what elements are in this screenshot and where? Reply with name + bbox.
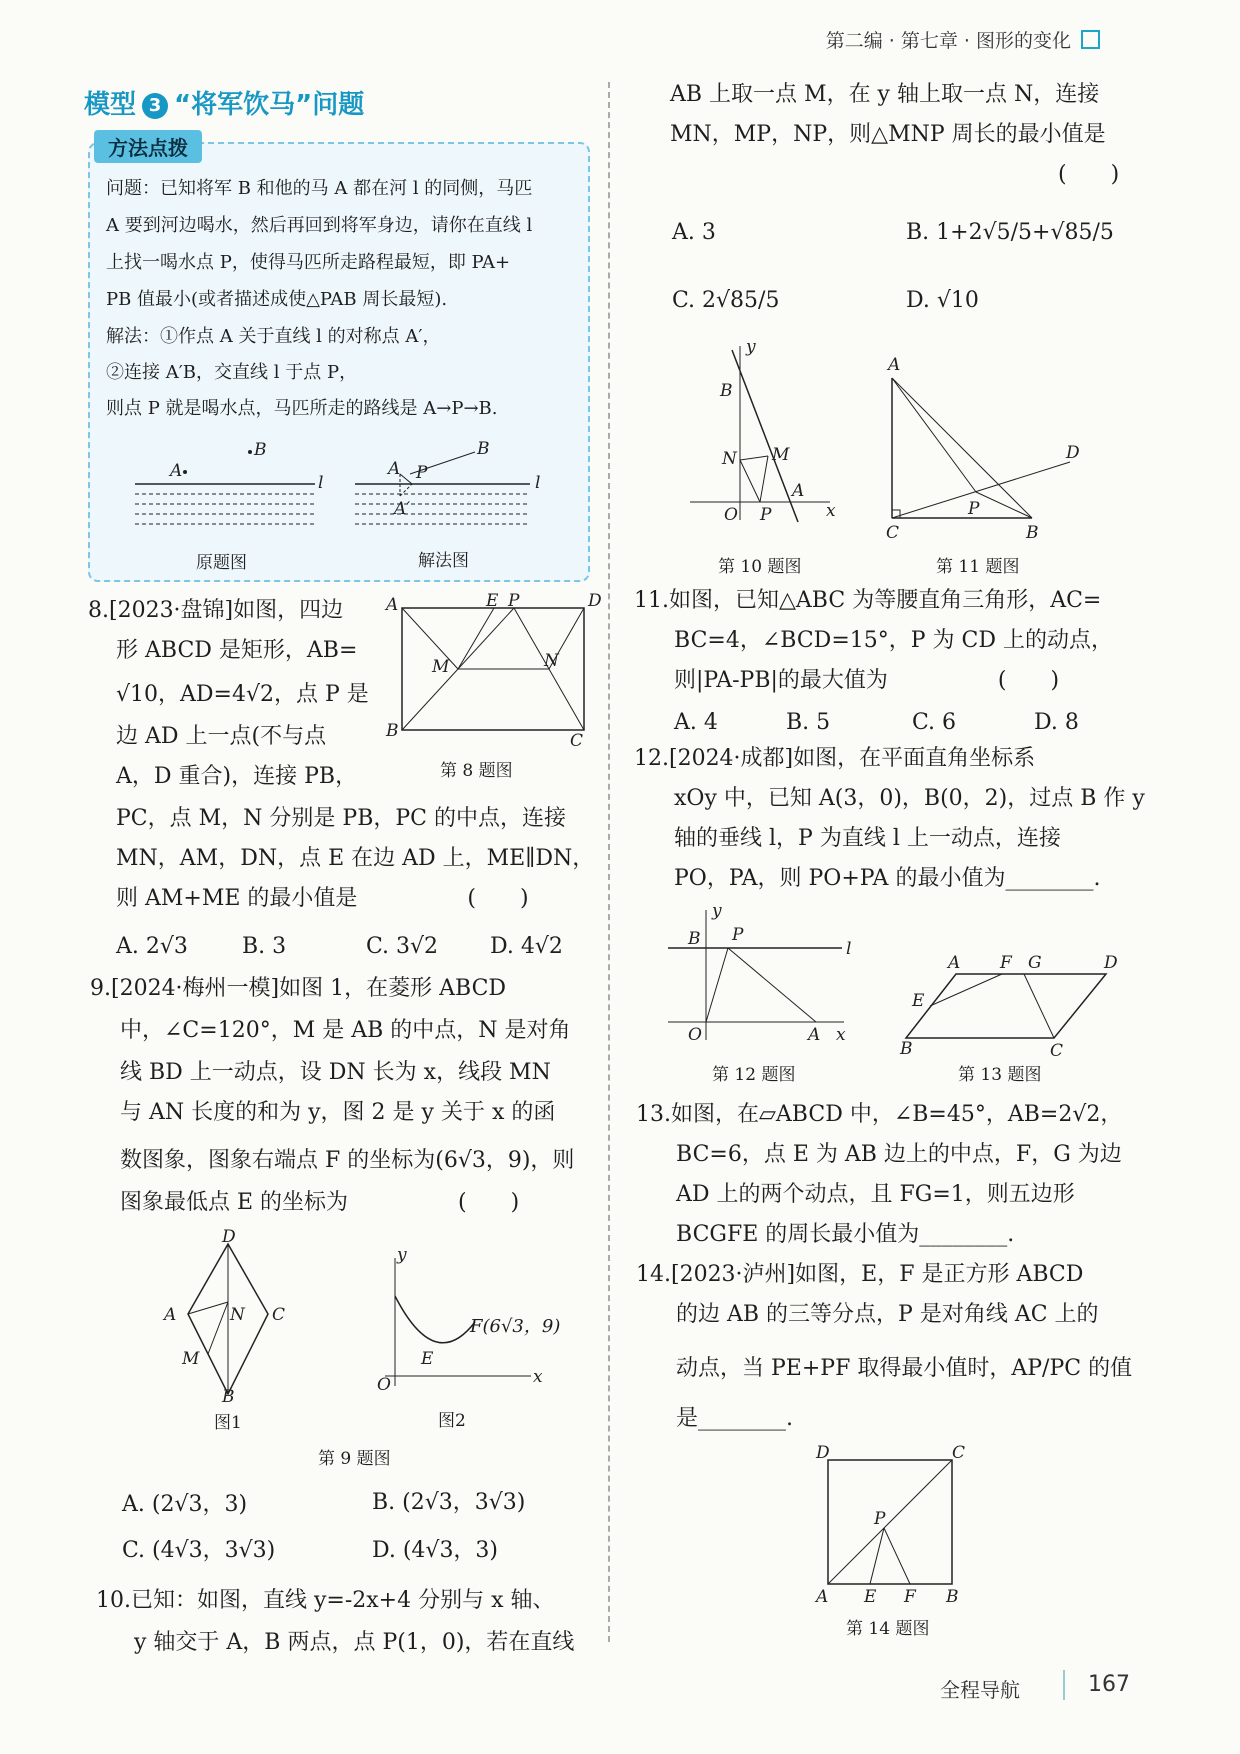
svg-text:D: D (1104, 953, 1118, 973)
q13-line: AD 上的两个动点，且 FG=1，则五边形 (676, 1182, 1075, 1207)
svg-text:x: x (826, 501, 836, 521)
method-line: PB 值最小(或者描述成使△PAB 周长最短). (106, 289, 448, 310)
q13-caption: 第 13 题图 (958, 1065, 1042, 1085)
svg-text:D: D (816, 1443, 830, 1463)
svg-text:C: C (886, 523, 900, 543)
svg-text:E: E (486, 591, 499, 611)
svg-text:C: C (272, 1305, 286, 1325)
svg-text:E: E (912, 991, 925, 1011)
q12-figure (668, 901, 868, 1054)
q10-option-b: B. 1+2√5/5+√85/5 (906, 220, 1114, 245)
q10-caption: 第 10 题图 (718, 557, 802, 577)
svg-text:D: D (222, 1227, 236, 1247)
svg-text:B: B (688, 929, 701, 949)
svg-text:A: A (888, 355, 901, 375)
svg-text:N: N (230, 1305, 245, 1325)
svg-text:B: B (900, 1039, 913, 1059)
svg-text:A: A (948, 953, 961, 973)
svg-text:O: O (377, 1375, 391, 1395)
q13-line: BC=6，点 E 为 AB 边上的中点，F，G 为边 (676, 1142, 1122, 1167)
original-figure (135, 440, 323, 524)
q11-line: 则|PA-PB|的最大值为 ( ) (674, 668, 1060, 693)
svg-text:F: F (1000, 953, 1012, 973)
svg-text:x: x (836, 1025, 846, 1045)
q9-option-d: D. (4√3，3) (372, 1538, 499, 1563)
q9-line: 9.[2024·梅州一模]如图 1，在菱形 ABCD (90, 976, 507, 1001)
q11-option-a: A. 4 (674, 710, 718, 735)
q10-line: AB 上取一点 M，在 y 轴上取一点 N，连接 (670, 82, 1100, 107)
q10-line: 10.已知：如图，直线 y=-2x+4 分别与 x 轴、 (96, 1588, 555, 1613)
svg-text:B: B (386, 721, 399, 741)
svg-text:P: P (760, 505, 772, 525)
q9-figure-1 (160, 1227, 300, 1407)
svg-text:A: A (386, 595, 399, 615)
method-tag: 方法点拨 (94, 130, 202, 163)
page-number: 167 (1088, 1672, 1130, 1697)
q10-option-d: D. √10 (906, 288, 979, 313)
svg-text:A: A (816, 1587, 829, 1607)
q9-fig2-label: 图2 (438, 1411, 466, 1431)
q9-line: 数图象，图象右端点 F 的坐标为(6√3，9)，则 (120, 1148, 575, 1173)
q9-line: 线 BD 上一动点，设 DN 长为 x，线段 MN (120, 1060, 551, 1085)
method-line: 问题：已知将军 B 和他的马 A 都在河 l 的同侧，马匹 (106, 178, 533, 199)
svg-text:M: M (432, 657, 450, 677)
svg-text:y: y (712, 901, 722, 921)
svg-text:C: C (570, 731, 584, 751)
q10-line: y 轴交于 A，B 两点，点 P(1，0)，若在直线 (134, 1630, 575, 1655)
method-line: 则点 P 就是喝水点，马匹所走的路线是 A→P→B. (106, 398, 498, 419)
q11-caption: 第 11 题图 (936, 557, 1020, 577)
point-f-label: F(6√3，9) (470, 1316, 561, 1337)
svg-text:B: B (1026, 523, 1039, 543)
q9-option-a: A. (2√3，3) (122, 1492, 248, 1517)
svg-text:B: B (254, 440, 267, 460)
q9-line: 图象最低点 E 的坐标为 ( ) (120, 1190, 520, 1215)
footer-text: 全程导航 (940, 1678, 1020, 1702)
q8-option-c: C. 3√2 (366, 934, 439, 959)
q12-line: xOy 中，已知 A(3，0)，B(0，2)，过点 B 作 y (674, 786, 1145, 811)
svg-text:O: O (688, 1025, 702, 1045)
q9-caption: 第 9 题图 (318, 1449, 391, 1469)
solution-figure (355, 439, 540, 524)
svg-text:B: B (222, 1387, 235, 1407)
q14-line: 动点，当 PE+PF 取得最小值时，AP/PC 的值 (676, 1356, 1133, 1381)
q13-line: BCGFE 的周长最小值为________. (676, 1222, 1015, 1247)
q9-option-c: C. (4√3，3√3) (122, 1538, 276, 1563)
svg-text:A: A (792, 481, 805, 501)
q12-caption: 第 12 题图 (712, 1065, 796, 1085)
svg-text:P: P (732, 925, 744, 945)
q8-line: 边 AD 上一点(不与点 (116, 724, 327, 749)
svg-text:O: O (724, 505, 738, 525)
q11-option-d: D. 8 (1034, 710, 1079, 735)
svg-text:A: A (808, 1025, 821, 1045)
svg-text:A: A (170, 461, 183, 481)
svg-text:M: M (182, 1349, 200, 1369)
svg-text:x: x (533, 1367, 543, 1387)
section-title: 模型 3 “将军饮马”问题 (84, 90, 365, 120)
svg-text:y: y (746, 337, 756, 357)
q11-figure (880, 352, 1090, 542)
svg-text:D: D (588, 591, 602, 611)
svg-text:N: N (544, 651, 559, 671)
svg-text:M: M (772, 445, 790, 465)
q12-line: 12.[2024·成都]如图，在平面直角坐标系 (634, 746, 1036, 771)
q8-line: A，D 重合)，连接 PB， (116, 764, 358, 789)
q9-line: 中，∠C=120°，M 是 AB 的中点，N 是对角 (120, 1018, 571, 1043)
figure-caption: 解法图 (418, 551, 469, 571)
svg-text:P: P (416, 463, 428, 483)
q10-option-a: A. 3 (672, 220, 716, 245)
q8-line: PC，点 M，N 分别是 PB，PC 的中点，连接 (116, 806, 566, 831)
q11-line: 11.如图，已知△ABC 为等腰直角三角形，AC= (634, 588, 1102, 613)
q9-option-b: B. (2√3，3√3) (372, 1490, 526, 1515)
q10-line: MN，MP，NP，则△MNP 周长的最小值是 (670, 122, 1106, 147)
svg-text:C: C (952, 1443, 966, 1463)
q14-line: 是________. (676, 1406, 793, 1431)
svg-text:B: B (477, 439, 490, 459)
q10-figure (680, 337, 850, 530)
svg-text:l: l (535, 473, 541, 493)
q10-option-c: C. 2√85/5 (672, 288, 780, 313)
q11-option-c: C. 6 (912, 710, 957, 735)
q8-line: 形 ABCD 是矩形，AB= (116, 638, 358, 663)
q13-line: 13.如图，在▱ABCD 中，∠B=45°，AB=2√2， (636, 1102, 1123, 1127)
svg-text:N: N (722, 449, 737, 469)
q12-line: 轴的垂线 l，P 为直线 l 上一动点，连接 (674, 826, 1061, 851)
method-line: 上找一喝水点 P，使得马匹所走路程最短，即 PA+ (106, 252, 511, 273)
q8-line: 则 AM+ME 的最小值是 ( ) (116, 886, 529, 911)
q8-option-b: B. 3 (242, 934, 287, 959)
checkbox-icon (1081, 30, 1100, 49)
q14-figure (812, 1443, 992, 1616)
column-divider (608, 82, 610, 1642)
q9-line: 与 AN 长度的和为 y，图 2 是 y 关于 x 的函 (120, 1100, 556, 1125)
q10-line: ( ) (1058, 162, 1120, 187)
svg-text:A: A (164, 1305, 177, 1325)
q11-option-b: B. 5 (786, 710, 831, 735)
svg-text:E: E (864, 1587, 877, 1607)
svg-text:B: B (720, 381, 733, 401)
q11-line: BC=4，∠BCD=15°，P 为 CD 上的动点， (674, 628, 1114, 653)
q8-option-a: A. 2√3 (116, 934, 188, 959)
svg-text:C: C (1050, 1041, 1064, 1061)
running-header: 第二编 · 第七章 · 图形的变化 (826, 26, 1100, 53)
svg-text:A′: A′ (394, 499, 411, 519)
q13-figure (900, 950, 1126, 1061)
figure-caption: 原题图 (196, 553, 247, 573)
svg-text:B: B (946, 1587, 959, 1607)
q8-figure (386, 591, 606, 751)
svg-text:l: l (318, 473, 324, 493)
footer-divider (1063, 1670, 1065, 1700)
svg-text:P: P (874, 1509, 886, 1529)
q8-line: 8.[2023·盘锦]如图，四边 (88, 598, 344, 623)
svg-text:D: D (1066, 443, 1080, 463)
q14-caption: 第 14 题图 (846, 1619, 930, 1639)
svg-text:y: y (397, 1245, 407, 1265)
svg-text:P: P (508, 591, 520, 611)
svg-text:A: A (388, 459, 401, 479)
q8-caption: 第 8 题图 (440, 761, 513, 781)
method-line: A 要到河边喝水，然后再回到将军身边，请你在直线 l (106, 215, 533, 236)
q8-line: √10，AD=4√2，点 P 是 (116, 682, 369, 707)
q12-line: PO，PA，则 PO+PA 的最小值为________. (674, 866, 1101, 891)
method-line: ②连接 A′B，交直线 l 于点 P， (106, 362, 358, 383)
svg-text:F: F (904, 1587, 916, 1607)
q14-line: 的边 AB 的三等分点，P 是对角线 AC 上的 (676, 1302, 1099, 1327)
q14-line: 14.[2023·泸州]如图，E，F 是正方形 ABCD (636, 1262, 1084, 1287)
svg-text:E: E (421, 1349, 434, 1369)
q9-fig1-label: 图1 (214, 1413, 242, 1433)
svg-text:l: l (846, 939, 852, 959)
q8-option-d: D. 4√2 (490, 934, 563, 959)
q8-line: MN，AM，DN，点 E 在边 AD 上，ME∥DN， (116, 846, 595, 871)
svg-text:P: P (968, 499, 980, 519)
method-line: 解法：①作点 A 关于直线 l 的对称点 A′， (106, 326, 441, 347)
svg-text:G: G (1028, 953, 1042, 973)
